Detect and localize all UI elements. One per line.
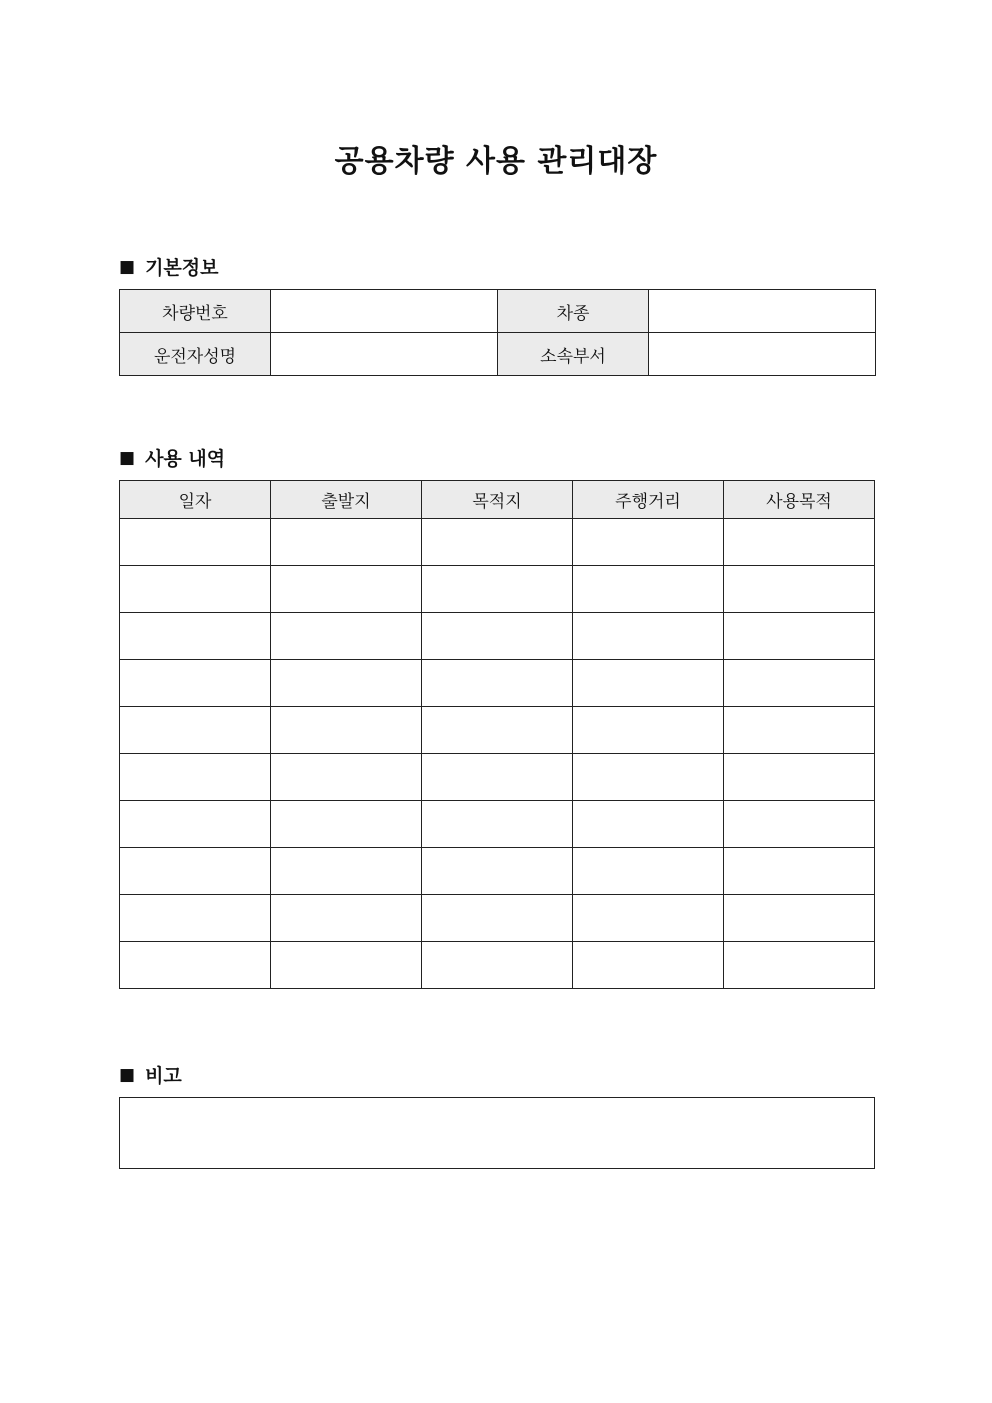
basic-info-table [119,289,876,376]
page-title: 공용차량 사용 관리대장 [334,144,658,179]
table-row [120,707,875,754]
usage-cell-date[interactable] [120,801,271,848]
usage-cell-date[interactable] [120,660,271,707]
table-row [120,895,875,942]
usage-cell-destination[interactable] [422,754,573,801]
usage-cell-origin[interactable] [271,895,422,942]
department-label: 소속부서 [498,333,649,376]
square-bullet-icon: ■ [119,447,136,468]
table-row [120,754,875,801]
column-header-destination: 목적지 [422,481,573,519]
usage-cell-destination[interactable] [422,801,573,848]
section-heading-usage [119,444,225,471]
column-header-origin: 출발지 [271,481,422,519]
usage-cell-destination[interactable] [422,660,573,707]
section-heading-remarks [119,1061,182,1088]
square-bullet-icon: ■ [119,1064,136,1085]
table-row [120,519,875,566]
usage-cell-purpose[interactable] [724,942,875,989]
usage-cell-origin[interactable] [271,519,422,566]
usage-cell-destination[interactable] [422,519,573,566]
usage-cell-distance[interactable] [573,895,724,942]
department-field[interactable] [649,333,876,376]
usage-cell-destination[interactable] [422,848,573,895]
table-row [120,333,876,376]
section-heading-label: 비고 [145,1065,182,1087]
table-row [120,660,875,707]
usage-cell-distance[interactable] [573,848,724,895]
usage-cell-distance[interactable] [573,566,724,613]
usage-cell-origin[interactable] [271,801,422,848]
usage-cell-date[interactable] [120,942,271,989]
usage-cell-date[interactable] [120,613,271,660]
square-bullet-icon: ■ [119,256,136,277]
vehicle-type-label: 차종 [498,290,649,333]
table-row [120,613,875,660]
usage-cell-purpose[interactable] [724,660,875,707]
column-header-purpose: 사용목적 [724,481,875,519]
usage-cell-distance[interactable] [573,754,724,801]
usage-cell-date[interactable] [120,566,271,613]
table-row [120,942,875,989]
usage-cell-purpose[interactable] [724,848,875,895]
usage-cell-origin[interactable] [271,942,422,989]
usage-cell-origin[interactable] [271,707,422,754]
table-row [120,848,875,895]
usage-cell-purpose[interactable] [724,566,875,613]
usage-cell-origin[interactable] [271,754,422,801]
remarks-field[interactable] [119,1097,875,1169]
section-heading-basic-info [119,253,218,280]
usage-cell-origin[interactable] [271,566,422,613]
usage-cell-purpose[interactable] [724,707,875,754]
driver-name-field[interactable] [271,333,498,376]
usage-cell-distance[interactable] [573,942,724,989]
usage-cell-distance[interactable] [573,660,724,707]
usage-cell-date[interactable] [120,519,271,566]
usage-cell-destination[interactable] [422,942,573,989]
vehicle-type-field[interactable] [649,290,876,333]
usage-cell-purpose[interactable] [724,613,875,660]
usage-cell-date[interactable] [120,707,271,754]
usage-table-body [120,519,875,989]
column-header-date: 일자 [120,481,271,519]
usage-table [119,480,875,989]
column-header-distance: 주행거리 [573,481,724,519]
usage-cell-purpose[interactable] [724,519,875,566]
usage-cell-destination[interactable] [422,566,573,613]
usage-cell-distance[interactable] [573,707,724,754]
usage-cell-date[interactable] [120,848,271,895]
section-heading-label: 기본정보 [145,257,219,279]
usage-cell-purpose[interactable] [724,801,875,848]
table-row [120,290,876,333]
usage-cell-origin[interactable] [271,660,422,707]
vehicle-number-field[interactable] [271,290,498,333]
usage-cell-distance[interactable] [573,519,724,566]
driver-name-label: 운전자성명 [120,333,271,376]
table-row [120,801,875,848]
usage-cell-purpose[interactable] [724,754,875,801]
table-header-row [120,481,875,519]
usage-cell-date[interactable] [120,895,271,942]
usage-cell-date[interactable] [120,754,271,801]
usage-cell-destination[interactable] [422,613,573,660]
vehicle-number-label: 차량번호 [120,290,271,333]
table-row [120,566,875,613]
usage-cell-purpose[interactable] [724,895,875,942]
usage-cell-origin[interactable] [271,848,422,895]
usage-cell-destination[interactable] [422,707,573,754]
section-heading-label: 사용 내역 [145,448,226,470]
usage-cell-destination[interactable] [422,895,573,942]
usage-cell-distance[interactable] [573,613,724,660]
usage-cell-origin[interactable] [271,613,422,660]
usage-cell-distance[interactable] [573,801,724,848]
